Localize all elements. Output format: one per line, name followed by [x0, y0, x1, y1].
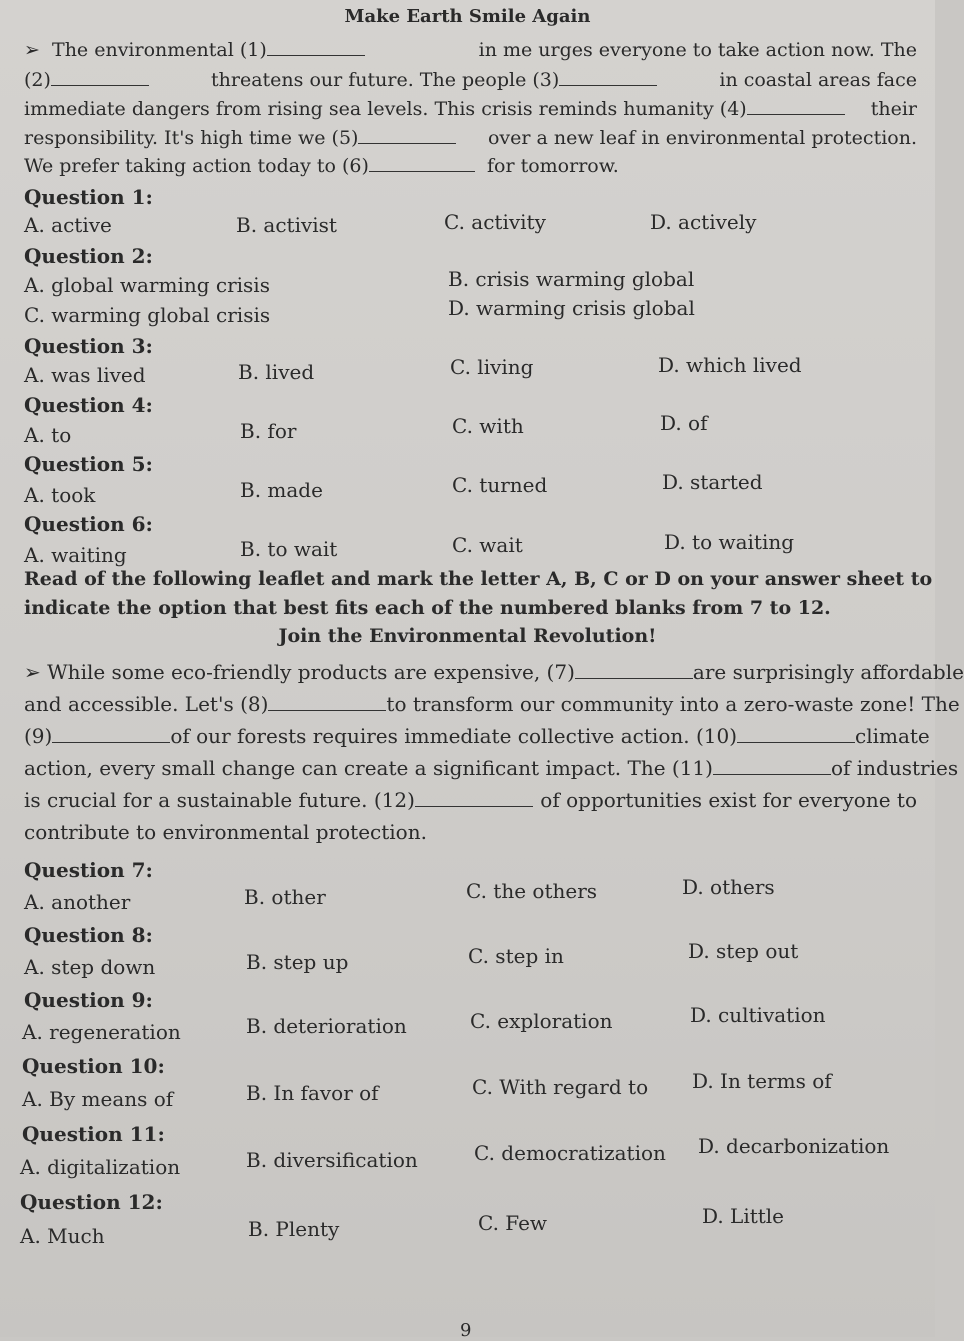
q6-option-d[interactable]: D. to waiting: [664, 530, 795, 554]
q7-option-a[interactable]: A. another: [24, 890, 131, 914]
passage1-line4: responsibility. It's high time we (5) over a new leaf in environmental protection.: [24, 127, 917, 149]
q2-option-b[interactable]: B. crisis warming global: [448, 267, 695, 291]
blank-1: [267, 39, 365, 56]
question-8-label: Question 8:: [24, 923, 153, 947]
q11-option-a[interactable]: A. digitalization: [20, 1155, 181, 1179]
instruction-line1: Read of the following leaflet and mark the letter A, B, C or D on your answer sheet to: [24, 568, 933, 590]
q4-option-c[interactable]: C. with: [452, 414, 524, 438]
passage2-line1: ➢ While some eco-friendly products are expensive, (7) are surprisingly affordable: [24, 660, 964, 684]
q9-option-b[interactable]: B. deterioration: [246, 1014, 407, 1038]
q7-option-b[interactable]: B. other: [244, 885, 326, 909]
q6-option-b[interactable]: B. to wait: [240, 537, 338, 561]
arrow-icon: ➢: [24, 660, 41, 684]
q1-option-d[interactable]: D. actively: [650, 210, 757, 234]
blank-4: [747, 98, 845, 115]
passage2-line4: action, every small change can create a significant impact. The (11) of industries: [24, 756, 959, 780]
instruction-line2: indicate the option that best fits each of the numbered blanks from 7 to 12.: [24, 597, 831, 619]
question-10-label: Question 10:: [22, 1054, 165, 1078]
passage2-line3: (9) of our forests requires immediate collective action. (10) climate: [24, 724, 930, 748]
q8-option-c[interactable]: C. step in: [468, 944, 564, 968]
page-number: 9: [460, 1320, 472, 1341]
leaflet-title: Join the Environmental Revolution!: [278, 625, 657, 647]
blank-11: [713, 758, 831, 775]
q9-option-a[interactable]: A. regeneration: [22, 1020, 181, 1044]
q10-option-a[interactable]: A. By means of: [22, 1087, 174, 1111]
q9-option-c[interactable]: C. exploration: [470, 1009, 613, 1033]
arrow-icon: ➢: [24, 39, 40, 61]
question-9-label: Question 9:: [24, 988, 153, 1012]
blank-10: [737, 726, 855, 743]
q12-option-a[interactable]: A. Much: [20, 1224, 105, 1248]
q5-option-b[interactable]: B. made: [240, 478, 323, 502]
q2-option-d[interactable]: D. warming crisis global: [448, 296, 695, 320]
q9-option-d[interactable]: D. cultivation: [690, 1003, 826, 1027]
q11-option-d[interactable]: D. decarbonization: [698, 1134, 890, 1158]
q6-option-c[interactable]: C. wait: [452, 533, 523, 557]
q1-option-a[interactable]: A. active: [24, 213, 112, 237]
q5-option-c[interactable]: C. turned: [452, 473, 548, 497]
q3-option-a[interactable]: A. was lived: [24, 363, 146, 387]
q1-option-b[interactable]: B. activist: [236, 213, 337, 237]
q8-option-d[interactable]: D. step out: [688, 939, 799, 963]
passage1-line5: We prefer taking action today to (6) for tomorrow.: [24, 155, 619, 177]
q4-option-a[interactable]: A. to: [24, 423, 72, 447]
question-1-label: Question 1:: [24, 185, 153, 209]
question-11-label: Question 11:: [22, 1122, 165, 1146]
passage2-line5: is crucial for a sustainable future. (12) of opportunities exist for everyone to: [24, 788, 917, 812]
q12-option-d[interactable]: D. Little: [702, 1204, 785, 1228]
q6-option-a[interactable]: A. waiting: [24, 543, 127, 567]
q7-option-d[interactable]: D. others: [682, 875, 775, 899]
q11-option-b[interactable]: B. diversification: [246, 1148, 418, 1172]
passage1-line2: (2) threatens our future. The people (3) in coastal areas face: [24, 69, 917, 91]
q11-option-c[interactable]: C. democratization: [474, 1141, 666, 1165]
passage2-line6: contribute to environmental protection.: [24, 820, 427, 844]
passage1-line3: immediate dangers from rising sea levels. This crisis reminds humanity (4) their: [24, 98, 917, 120]
blank-3: [559, 69, 657, 86]
question-2-label: Question 2:: [24, 244, 153, 268]
blank-6: [369, 155, 475, 172]
blank-12: [415, 790, 533, 807]
page-title: Make Earth Smile Again: [344, 6, 591, 27]
q12-option-c[interactable]: C. Few: [478, 1211, 548, 1235]
q7-option-c[interactable]: C. the others: [466, 879, 598, 903]
q5-option-a[interactable]: A. took: [24, 483, 96, 507]
blank-7: [575, 662, 693, 679]
question-3-label: Question 3:: [24, 334, 153, 358]
blank-8: [268, 694, 386, 711]
blank-5: [358, 127, 456, 144]
q1-option-c[interactable]: C. activity: [444, 210, 546, 234]
q8-option-a[interactable]: A. step down: [24, 955, 156, 979]
q2-option-c[interactable]: C. warming global crisis: [24, 303, 271, 327]
blank-2: [51, 69, 149, 86]
passage2-line2: and accessible. Let's (8) to transform our community into a zero-waste zone! The: [24, 692, 960, 716]
q12-option-b[interactable]: B. Plenty: [248, 1217, 340, 1241]
question-6-label: Question 6:: [24, 512, 153, 536]
q3-option-d[interactable]: D. which lived: [658, 353, 802, 377]
q10-option-b[interactable]: B. In favor of: [246, 1081, 379, 1105]
question-5-label: Question 5:: [24, 452, 153, 476]
q4-option-b[interactable]: B. for: [240, 419, 297, 443]
question-12-label: Question 12:: [20, 1190, 163, 1214]
q3-option-b[interactable]: B. lived: [238, 360, 315, 384]
q10-option-d[interactable]: D. In terms of: [692, 1069, 832, 1093]
question-7-label: Question 7:: [24, 858, 153, 882]
q3-option-c[interactable]: C. living: [450, 355, 534, 379]
q10-option-c[interactable]: C. With regard to: [472, 1075, 649, 1099]
q2-option-a[interactable]: A. global warming crisis: [24, 273, 270, 297]
passage1-line1: ➢ The environmental (1) in me urges everyone to take action now. The: [24, 39, 917, 61]
q5-option-d[interactable]: D. started: [662, 470, 763, 494]
question-4-label: Question 4:: [24, 393, 153, 417]
q8-option-b[interactable]: B. step up: [246, 950, 349, 974]
blank-9: [52, 726, 170, 743]
q4-option-d[interactable]: D. of: [660, 411, 708, 435]
